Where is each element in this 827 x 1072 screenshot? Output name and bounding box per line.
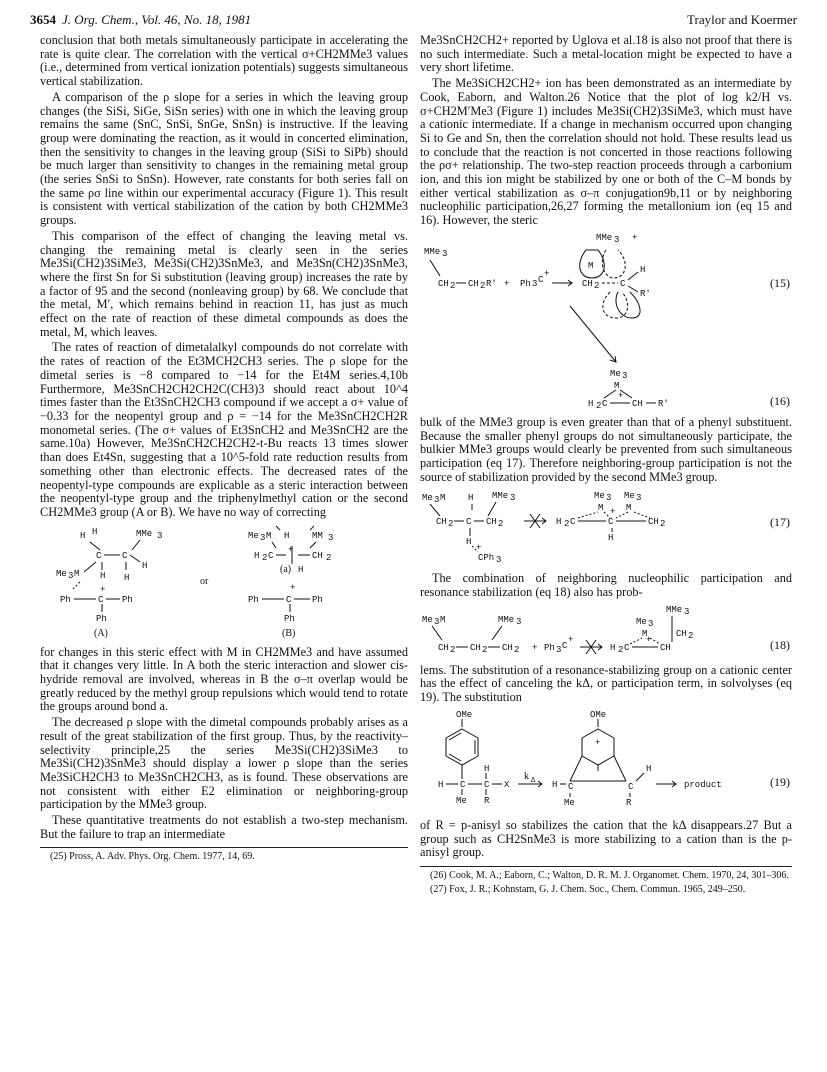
svg-text:C: C xyxy=(568,781,574,792)
svg-text:Ph: Ph xyxy=(520,278,531,289)
svg-text:H: H xyxy=(100,570,106,581)
svg-text:MMe: MMe xyxy=(136,528,153,539)
svg-text:3: 3 xyxy=(684,606,690,617)
svg-text:+: + xyxy=(100,584,106,595)
svg-text:2: 2 xyxy=(480,280,486,291)
svg-text:M: M xyxy=(74,568,80,579)
left-column xyxy=(40,34,408,865)
svg-text:H: H xyxy=(438,779,444,790)
svg-text:M: M xyxy=(598,503,604,514)
svg-text:CH: CH xyxy=(436,517,447,528)
svg-text:H: H xyxy=(646,763,652,774)
svg-text:2: 2 xyxy=(450,280,456,291)
or-label: or xyxy=(200,575,209,587)
svg-text:C: C xyxy=(608,517,614,528)
svg-text:OMe: OMe xyxy=(456,709,473,720)
equation-number-15: (15) xyxy=(770,275,790,290)
svg-text:2: 2 xyxy=(498,519,504,530)
svg-text:H: H xyxy=(610,642,616,653)
svg-text:CH: CH xyxy=(582,278,593,289)
eq18-drawing xyxy=(420,604,760,658)
bond-a-label: (a) xyxy=(280,563,292,575)
svg-text:R: R xyxy=(626,797,632,808)
paragraph: Me3SnCH2CH2+ reported by Uglova et al.18 is also not proof that there is no such intermediate. Such a metal-location might be expected to have a very short lifetime. xyxy=(420,33,792,75)
svg-text:OMe: OMe xyxy=(590,709,607,720)
svg-text:+: + xyxy=(504,278,510,289)
svg-text:CH: CH xyxy=(438,278,449,289)
svg-text:2: 2 xyxy=(564,519,570,530)
svg-text:H: H xyxy=(466,537,472,548)
svg-text:2: 2 xyxy=(594,280,600,291)
structure-a-label: (A) xyxy=(94,627,108,639)
svg-text:C: C xyxy=(96,550,102,561)
paragraph: conclusion that both metals simultaneously participate in accelerating the rate is quite clear. The correlation with the vertical σ+CH2MMe3 values (i.e., determined from vertical ionization potentials) suggests simultaneous vertical stabilization. xyxy=(40,33,408,89)
eq17-drawing xyxy=(420,488,760,566)
equation-number-18: (18) xyxy=(770,637,790,652)
svg-text:M: M xyxy=(588,260,594,271)
svg-text:MMe: MMe xyxy=(424,246,441,257)
product-label: product xyxy=(684,779,722,790)
svg-text:Ph: Ph xyxy=(284,613,295,624)
svg-text:+: + xyxy=(476,543,482,554)
paragraph: bulk of the MMe3 group is even greater than that of a phenyl substituent. Because the smaller phenyl groups do not simultaneously participate, the bulkier MMe3 groups would clearly be prevented from such simultaneous participation (eq 17). Therefore neighboring-group participation is not the source of stabilization provided by the second MMe3 group. xyxy=(420,414,792,484)
structure-b-label: (B) xyxy=(282,627,296,639)
svg-text:2: 2 xyxy=(688,630,694,641)
svg-text:Me: Me xyxy=(422,614,433,625)
equation-number-17: (17) xyxy=(770,515,790,530)
paragraph: A comparison of the ρ slope for a series in which the leaving group changes (the SiSi, SiGe, SiSn series) with one in which the leaving group remains the same (SnC, SnSi, SnGe, SnSn) is instructive. If the leaving group were dominating the reaction, as it would in concerted elimination, then the sensitivity to changes in the leaving group (SiSi to SiPb) should be much larger than sensitivity to changes in the remaining metal group (the series SnSi to SnSn). However, rate constants for both series fall on the same ρσ line within our experimental accuracy (Figure 1). This result is consistent with vertical stabilization of the cation by both CH2MMe3 groups. xyxy=(40,89,408,228)
svg-text:3: 3 xyxy=(606,493,612,504)
svg-text:CH: CH xyxy=(486,517,497,528)
svg-text:3: 3 xyxy=(68,570,74,581)
svg-text:Δ: Δ xyxy=(531,776,536,785)
svg-text:CH: CH xyxy=(438,642,449,653)
svg-text:3: 3 xyxy=(260,532,266,543)
svg-text:Me: Me xyxy=(248,530,259,541)
paragraph: The Me3SiCH2CH2+ ion has been demonstrated as an intermediate by Cook, Eaborn, and Walton.26 Notice that the plot of log k2/H vs. σ+CH2M′Me3 (Figure 1) includes Me3Si(CH2)3SiMe3, which must have a cationic intermediate. If a change in mechanism occurred upon changing Si to Ge and Sn, then the correlation should not hold. These results lead us to conclude that the reaction is not concerted in those reactions following the ρσ+ relationship. The two-step reaction proceeds through a carbonium ion, and this ion might be stabilized by one or both of the C–M bonds by either vertical stabilization as σ–π conjugation9b,11 or by neighboring nucleophilic participation,26,27 forming the metallonium ion (eq 15 and 16). However, the steric xyxy=(420,76,792,228)
svg-text:k: k xyxy=(524,770,529,782)
svg-text:C: C xyxy=(562,640,568,651)
svg-text:H: H xyxy=(254,550,260,561)
svg-text:2: 2 xyxy=(326,552,332,563)
svg-text:Me: Me xyxy=(56,568,67,579)
svg-text:+: + xyxy=(532,642,538,653)
svg-text:Ph: Ph xyxy=(312,594,323,605)
svg-text:CH: CH xyxy=(648,517,659,528)
svg-text:M: M xyxy=(642,628,648,639)
svg-text:Ph: Ph xyxy=(544,642,555,653)
svg-text:H: H xyxy=(640,264,646,275)
svg-text:M: M xyxy=(266,530,272,541)
journal-name: J. Org. Chem., Vol. 46, No. 18, 1981 xyxy=(62,12,252,27)
svg-text:C: C xyxy=(484,779,490,790)
svg-text:Ph: Ph xyxy=(60,594,71,605)
svg-text:C: C xyxy=(466,517,472,528)
eq19-drawing xyxy=(420,709,760,813)
svg-text:R': R' xyxy=(658,398,669,409)
svg-text:Ph: Ph xyxy=(248,594,259,605)
svg-text:+: + xyxy=(632,232,638,243)
svg-text:3: 3 xyxy=(442,248,448,259)
svg-text:2: 2 xyxy=(262,552,268,563)
svg-text:H: H xyxy=(142,560,148,571)
svg-text:Me: Me xyxy=(564,797,575,808)
svg-text:H: H xyxy=(92,526,98,537)
svg-text:3: 3 xyxy=(328,532,334,543)
svg-text:3: 3 xyxy=(532,278,538,289)
paragraph: The rates of reaction of dimetalalkyl compounds do not correlate with the rates of reaction of the Et3MCH2CH3 series. The ρ slope for the dimetal series is −8 compared to −14 for the Et4M series.4,10b Furthermore, Me3SnCH2CH2CH2C(CH3)3 should react about 10^4 times faster than the Et3SnCH2CH3 compound if we accept a σ+ value of −0.33 for the neopentyl group and ρ = −14 for the Me3SnCH2CH2R monometal series. (The σ+ values of Et3SnCH2 and Me3SnCH2 are the same.10a) However, Me3SnCH2CH2CH2-t-Bu reacts 13 times slower than does Et4Sn, suggesting that a 10^5-fold rate reduction results from something other than electronic effects. The decreased rates of the neopentyl-type compounds are explicable as a steric interaction between the neopentyl-type group and the triphenylmethyl cation or the second CH2MMe3 group (A or B). We have no way of correcting xyxy=(40,340,408,519)
svg-text:CH: CH xyxy=(502,642,513,653)
page-header xyxy=(30,10,797,30)
svg-text:M: M xyxy=(614,380,620,391)
svg-text:C: C xyxy=(624,642,630,653)
svg-text:+: + xyxy=(288,544,294,555)
svg-text:2: 2 xyxy=(618,644,624,655)
svg-text:H: H xyxy=(468,493,474,504)
eq15-16-drawing xyxy=(420,232,760,410)
svg-text:H: H xyxy=(608,533,614,544)
svg-text:Ph: Ph xyxy=(96,613,107,624)
svg-text:+: + xyxy=(290,582,296,593)
svg-text:Me: Me xyxy=(636,616,647,627)
svg-text:+: + xyxy=(595,737,601,748)
equation-number-19: (19) xyxy=(770,774,790,789)
svg-text:MMe: MMe xyxy=(498,614,515,625)
svg-text:3: 3 xyxy=(434,495,440,506)
svg-text:CH: CH xyxy=(468,278,479,289)
svg-text:H: H xyxy=(124,572,130,583)
svg-text:C: C xyxy=(628,781,634,792)
footnote-rule xyxy=(420,866,792,867)
svg-text:C: C xyxy=(570,517,576,528)
svg-text:C: C xyxy=(268,550,274,561)
svg-text:M: M xyxy=(626,503,632,514)
svg-text:CH: CH xyxy=(676,628,687,639)
svg-text:H: H xyxy=(484,763,490,774)
structures-a-b-figure xyxy=(40,524,408,640)
svg-text:3: 3 xyxy=(157,530,163,541)
svg-text:2: 2 xyxy=(596,400,602,410)
svg-text:3: 3 xyxy=(510,493,516,504)
svg-text:R: R xyxy=(484,795,490,806)
equation-17-scheme xyxy=(420,488,792,566)
svg-text:H: H xyxy=(284,530,290,541)
paragraph: The decreased ρ slope with the dimetal compounds probably arises as a result of the great stabilization of the first group. Thus, by the reactivity–selectivity principle,25 the series Me3Si(CH2)3SiMe3 to Me3Si(CH2)3SnMe3 should display a lower ρ slope than the series Me3SiCH2CH3 to Me3SnCH2CH3, as is found. These observations are not consistent with either E2 elimination or neighboring-group participation by the MMe3 group. xyxy=(40,715,408,812)
svg-text:H: H xyxy=(556,517,562,528)
svg-text:C: C xyxy=(620,278,626,289)
svg-text:M: M xyxy=(440,493,446,504)
svg-text:3: 3 xyxy=(648,618,654,629)
svg-text:3: 3 xyxy=(496,555,502,566)
svg-text:3: 3 xyxy=(614,234,620,245)
svg-text:CH: CH xyxy=(312,550,323,561)
svg-text:R': R' xyxy=(640,288,651,299)
svg-text:3: 3 xyxy=(516,616,522,627)
svg-text:2: 2 xyxy=(660,519,666,530)
svg-text:+: + xyxy=(568,634,574,645)
footnote-26: (26) Cook, M. A.; Eaborn, C.; Walton, D. R. M. J. Organomet. Chem. 1970, 24, 301–306. xyxy=(430,869,789,881)
svg-text:Me: Me xyxy=(422,493,433,504)
svg-text:C: C xyxy=(122,550,128,561)
paragraph: These quantitative treatments do not establish a two-step mechanism. But the failure to trap an intermediate xyxy=(40,813,408,841)
svg-text:H: H xyxy=(298,564,304,575)
equation-18-scheme xyxy=(420,604,792,658)
svg-text:+: + xyxy=(610,507,616,518)
svg-text:CH: CH xyxy=(632,398,643,409)
svg-text:3: 3 xyxy=(622,370,628,381)
page-number: 3654 xyxy=(30,12,56,27)
svg-text:2: 2 xyxy=(514,644,520,655)
svg-text:X: X xyxy=(504,779,510,790)
paragraph: This comparison of the effect of changing the leaving metal vs. changing the remaining metal is clearly seen in the series Me3Si(CH2)3SiMe3, Me3Si(CH2)3SnMe3, and Me3Sn(CH2)3SnMe3, where the first Sn for Si substitution (leaving group) increases the rate by a factor of 95 and the second (nonleaving group) by 68. We conclude that the metal, M′, which remains behind in reaction 11, has just as much effect on the rate of reaction of these dimetal compounds as does the metal, M, which leaves. xyxy=(40,228,408,339)
footnote-rule xyxy=(40,847,408,848)
paragraph: for changes in this steric effect with M in CH2MMe3 and have assumed that it changes very little. In A both the steric interaction and slower cis-hydride removal are involved, whereas in B the σ–π overlap would be greatly reduced by the methyl group repulsions which would tend to rotate the groups around bond a. xyxy=(40,644,408,714)
equation-19-scheme xyxy=(420,709,792,813)
structures-a-b-drawing xyxy=(40,524,408,640)
svg-text:+: + xyxy=(646,634,652,645)
svg-text:3: 3 xyxy=(434,616,440,627)
svg-text:MM: MM xyxy=(312,530,323,541)
right-column xyxy=(420,34,792,898)
svg-text:CPh: CPh xyxy=(478,553,495,564)
svg-text:Me: Me xyxy=(624,491,635,502)
footnote-25: (25) Pross, A. Adv. Phys. Org. Chem. 1977, 14, 69. xyxy=(50,851,255,863)
svg-text:3: 3 xyxy=(636,493,642,504)
svg-text:C: C xyxy=(286,594,292,605)
journal-citation xyxy=(30,10,251,30)
svg-text:+: + xyxy=(544,268,550,279)
svg-text:C: C xyxy=(538,274,544,285)
svg-text:H: H xyxy=(588,398,594,409)
svg-text:MMe: MMe xyxy=(492,491,509,502)
equation-number-16: (16) xyxy=(770,393,790,408)
svg-text:C: C xyxy=(460,779,466,790)
equation-15-16-scheme xyxy=(420,232,792,410)
svg-text:2: 2 xyxy=(450,644,456,655)
svg-text:+: + xyxy=(618,390,624,401)
svg-text:C: C xyxy=(98,594,104,605)
svg-text:CH: CH xyxy=(660,642,671,653)
svg-text:H: H xyxy=(552,779,558,790)
paragraph: The combination of neighboring nucleophilic participation and resonance stabilization (eq 18) also has prob- xyxy=(420,571,792,600)
svg-text:2: 2 xyxy=(482,644,488,655)
paragraph: lems. The substitution of a resonance-stabilizing group on a cationic center has the effect of canceling the kΔ, or participation term, in solvolyses (eq 19). The substitution xyxy=(420,662,792,705)
svg-text:Me: Me xyxy=(610,368,621,379)
paragraph: of R = p-anisyl so stabilizes the cation that the kΔ disappears.27 But a group such as CH2SnMe3 is more stabilizing to a cation than is the p-anisyl group. xyxy=(420,817,792,860)
svg-text:M: M xyxy=(440,614,446,625)
svg-text:3: 3 xyxy=(556,644,562,655)
svg-text:MMe: MMe xyxy=(666,604,683,615)
svg-text:2: 2 xyxy=(448,519,454,530)
svg-text:CH: CH xyxy=(470,642,481,653)
svg-text:MMe: MMe xyxy=(596,232,613,243)
footnote-27: (27) Fox, J. R.; Kohnstam, G. J. Chem. Soc., Chem. Commun. 1965, 249–250. xyxy=(430,883,746,895)
svg-text:Ph: Ph xyxy=(122,594,133,605)
running-head-authors: Traylor and Koermer xyxy=(687,12,797,27)
svg-text:Me: Me xyxy=(594,491,605,502)
svg-text:C: C xyxy=(602,398,608,409)
svg-text:Me: Me xyxy=(456,795,467,806)
svg-text:H: H xyxy=(80,530,86,541)
svg-text:R': R' xyxy=(486,278,497,289)
